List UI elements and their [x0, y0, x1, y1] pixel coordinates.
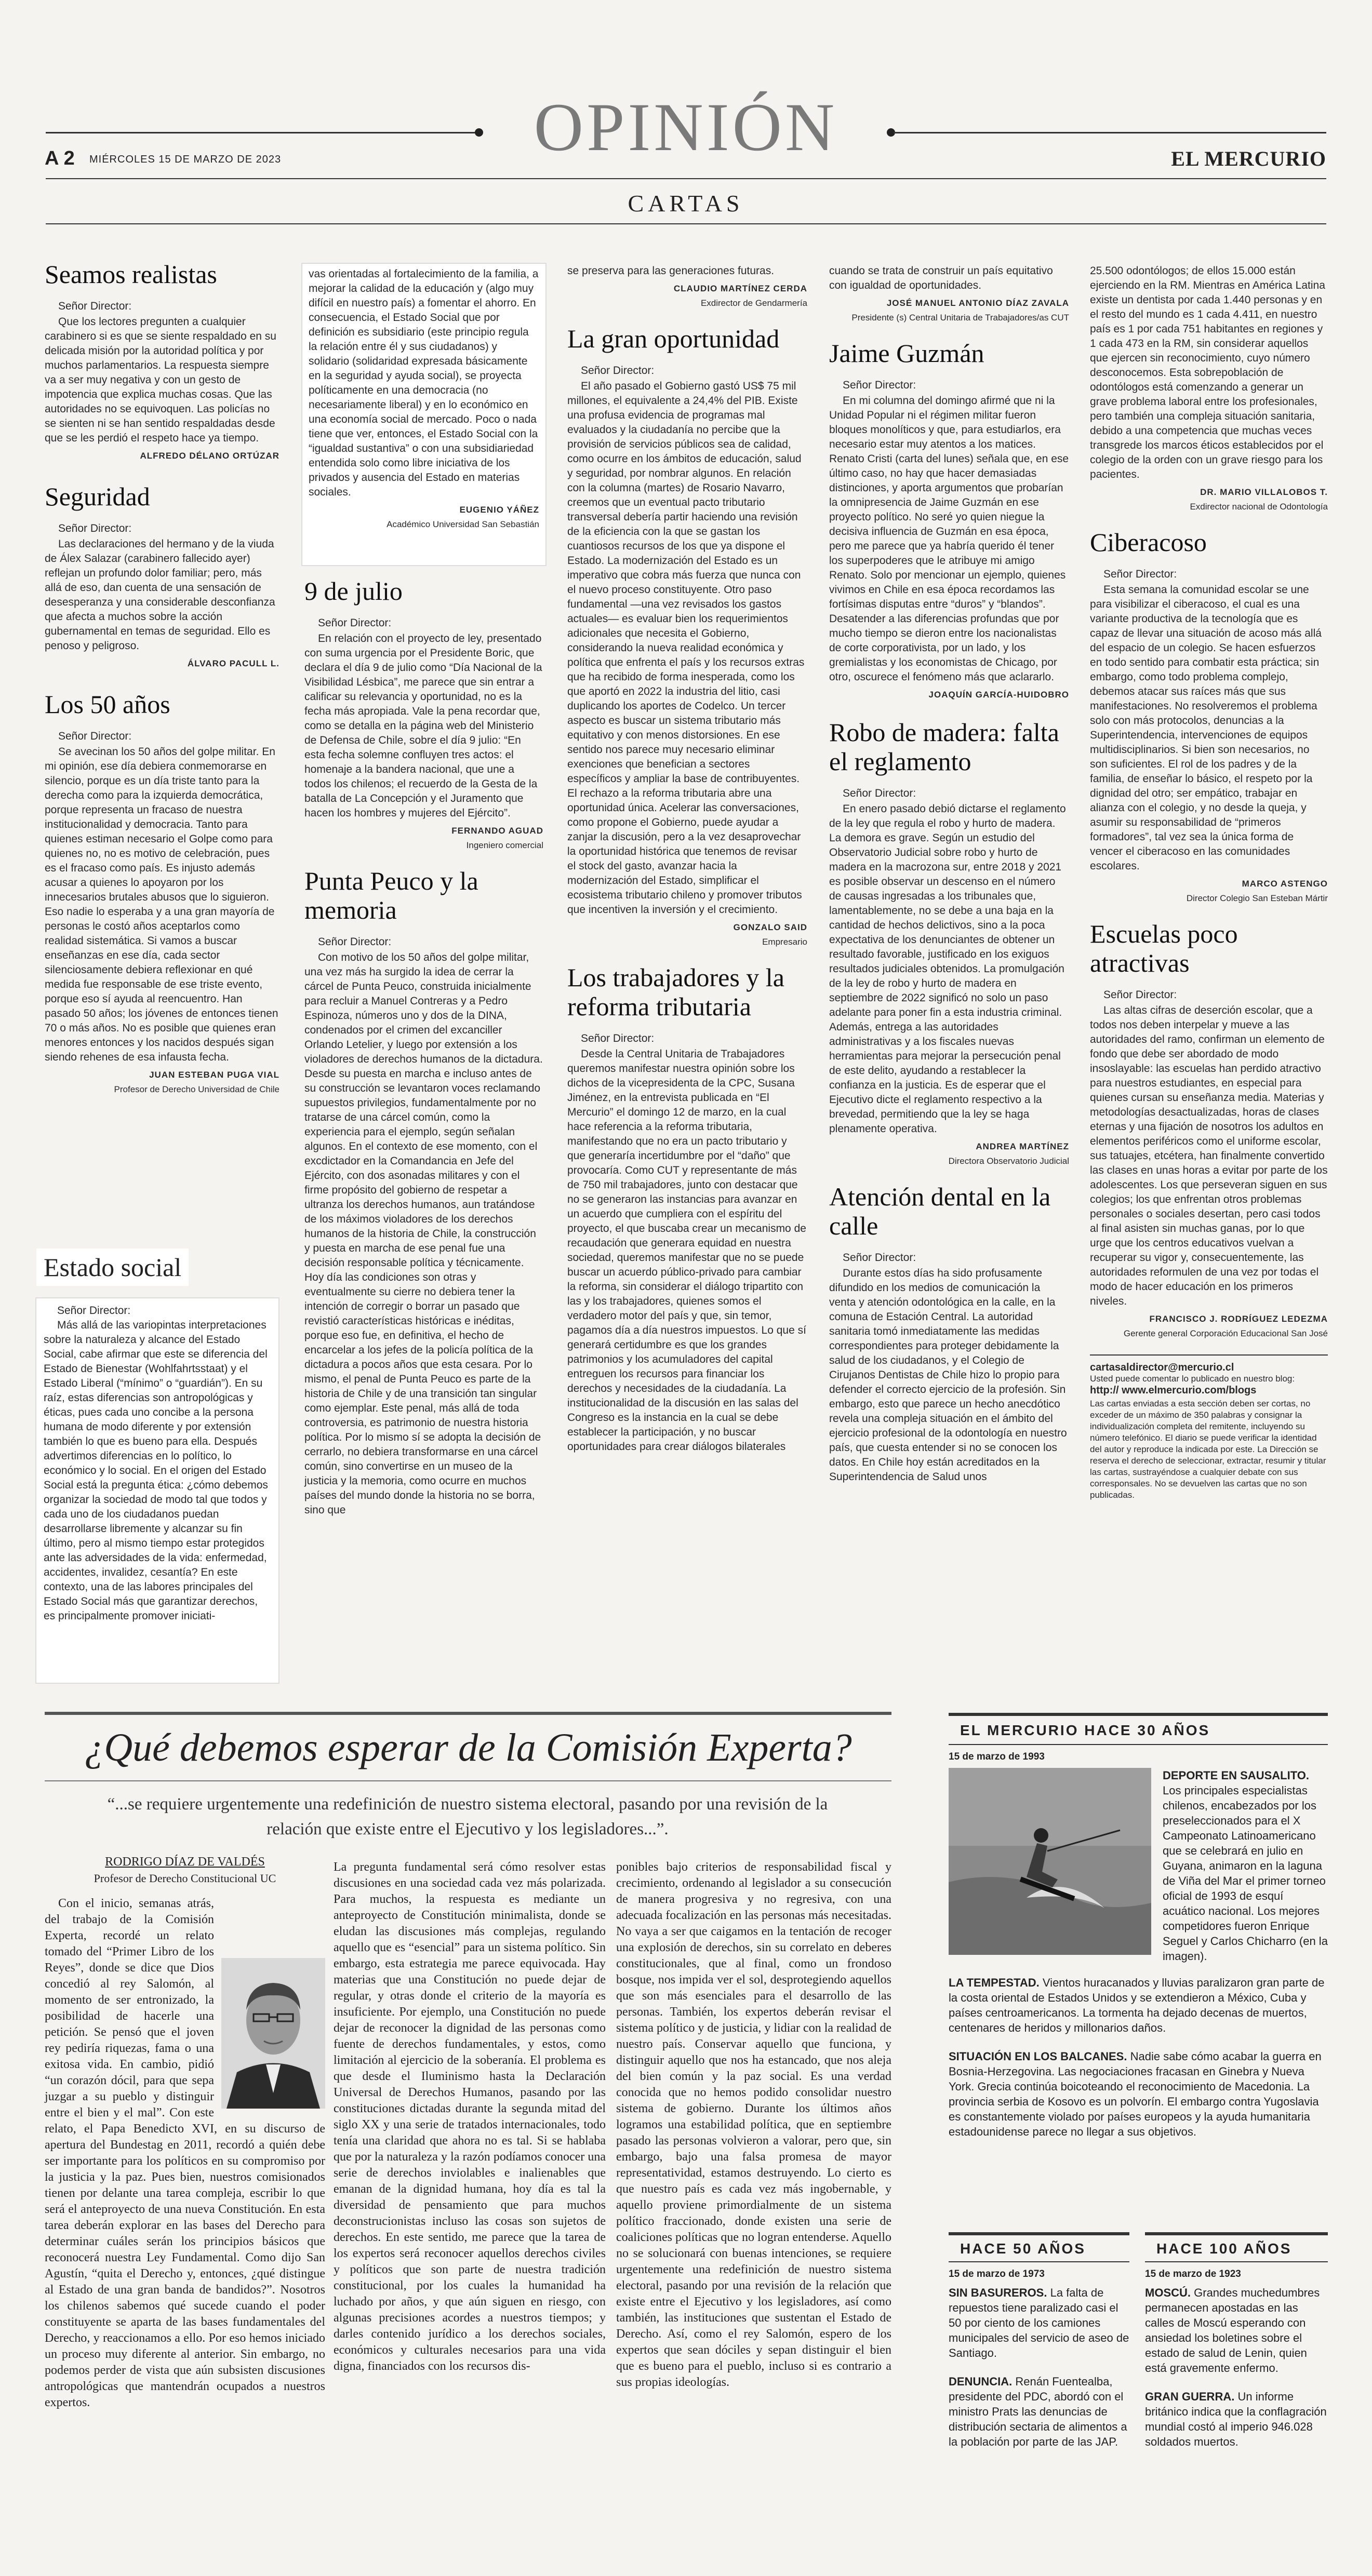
- blog-intro: Usted puede comentar lo publicado en nuestro blog:: [1090, 1374, 1295, 1384]
- letter-seguridad: [45, 482, 279, 671]
- letter-signature: JOSÉ MANUEL ANTONIO DÍAZ ZAVALA: [886, 298, 1069, 308]
- essay-text: La pregunta fundamental será cómo resolver estas discusiones en una sociedad cada vez más polarizada. Para muchos, la respuesta es mediante un anteproyecto de Constitución minimalista, donde se eludan las discusiones más complejas, regulando aquello que es “esencial” para un sistema político. Sin embargo, esta estrategia me parece equivocada. Hay materias que una Constitución no puede dejar de regular, y otras donde el criterio de la mayoría es insuficiente. Por ejemplo, una Constitución no puede dejar de reconocer la dignidad de las personas como fuente de derechos fundamentales, y estos, como limitación al ejercicio de la soberanía. El problema es que desde el Iluminismo hasta la Declaración Universal de Derechos Humanos, pasando por las constituciones dictadas durante la segunda mitad del siglo XX y una serie de tratados internacionales, todo tenía una claridad que ahora no es tal. Si se hablaba que por la naturaleza y la razón podíamos conocer una serie de derechos inviolables e inalienables que emanan de la dignidad humana, hoy día es tal la diversidad de pensamiento que para muchos deconstrucionistas incluso las cosas son sujetos de derechos. En este sentido, me parece que la tarea de los expertos será reconocer aquellos derechos civiles y políticos que son parte de nuestra tradición constitucional, por los cuales la humanidad ha luchado por años, y que aún siguen en riesgo, con algunas precisiones acordes a nuestros tiempos; y darles contenido jurídico a los derechos sociales, económicos y culturales necesarios para una vida digna, financiados con los recursos dis-: [334, 1860, 606, 2373]
- hist30-balcanes: [949, 2049, 1328, 2139]
- column-1: [45, 260, 279, 1094]
- essay-deck: “...se requiere urgentemente una redefinición de nuestro sistema electoral, pasando por una revisión de la relación que existe entre el Ejecutivo y los legisladores...”.: [107, 1795, 828, 1839]
- hist50-text: La falta de repuestos tiene paralizado casi el 50 por ciento de los camiones municipales del servicio de aseo de Santiago.: [949, 2286, 1129, 2359]
- letter-estado-social-continued: [302, 264, 545, 565]
- hist100-header: [1145, 2232, 1328, 2262]
- letter-body: vas orientadas al fortalecimiento de la familia, a mejorar la calidad de la educación y (algo muy difícil en nuestro país) a fomentar el ahorro. En consecuencia, el Estado Social que por definición es subsidiario (este principio regula la relación entre él y sus ciudadanos) y solidario (solidaridad expresada básicamente en la seguridad y ayuda social), se proyecta políticamente en una democracia (no necesariamente liberal) y en lo económico en una economía social de mercado. Poco o nada tiene que ver, entonces, el Estado Social con la “igualdad sustantiva” o con una subsidiariedad entendida solo como libre iniciativa de los privados y ausencia del Estado en materias sociales.: [309, 268, 539, 498]
- hist50-lead: SIN BASUREROS.: [949, 2286, 1047, 2299]
- blog-link[interactable]: http:// www.elmercurio.com/blogs: [1090, 1385, 1257, 1396]
- hist50-item: [949, 2374, 1129, 2449]
- hist100: [1145, 2232, 1328, 2463]
- hist30-tempestad-lead: LA TEMPESTAD.: [949, 1976, 1040, 1989]
- header-dot-left: [475, 128, 483, 137]
- letter-body: Las altas cifras de deserción escolar, que a todos nos deben interpelar y mueve a las autoridades del ramo, confirman un elemento de fondo que debe ser abordado de modo insoslayable: las escuelas han perdido atractivo para nuestros estudiantes, en especial para quienes cursan su enseñanza media. Materias y metodologías desactualizadas, horas de clases eternas y una fijación de nosotros los adultos en elementos periféricos como el uniforme escolar, sus tatuajes, etcétera, han finalmente convertido las clases en unas horas a evitar por parte de los adolescentes. Los que perseveran siguen en sus colegios; los que enfrentan otros problemas personales o sociales desertan, pero casi todos al final asisten sin muchas ganas, por lo que urge que los centros educativos vuelvan a recuperar su vigor y, consecuentemente, las autoridades reformulen de una vez por todas el modo de hacer educación en los primeros niveles.: [1090, 1004, 1328, 1307]
- letter-signature: ALFREDO DÉLANO ORTÚZAR: [140, 451, 279, 461]
- column-3: [567, 264, 807, 1688]
- hist30-date: 15 de marzo de 1993: [949, 1751, 1045, 1762]
- letter-title: La gran oportunidad: [567, 324, 780, 353]
- hist100-lead: GRAN GUERRA.: [1145, 2390, 1235, 2403]
- masthead-brand: EL MERCURIO: [1171, 147, 1326, 170]
- letter-los-50-anos: [45, 690, 279, 1097]
- letters-policy: Las cartas enviadas a esta sección deben ser cortas, no exceder de un máximo de 350 palabras y consignar la individualización completa del remitente, incluyendo su número telefónico. El diario se puede verificar la identidad del autor y reproduce la indicada por este. La Dirección se reserva el derecho de seleccionar, extractar, resumir y titular las cartas, sustrayéndose a cualquier debate con sus corresponsales. No se devuelven las cartas que no son publicadas.: [1090, 1399, 1326, 1500]
- hist100-text: Grandes muchedumbres permanecen apostadas en las calles de Moscú esperando con ansiedad los boletines sobre el estado de salud de Lenin, quien está gravemente enfermo.: [1145, 2286, 1320, 2374]
- essay-text: Con el inicio, semanas atrás, del trabajo de la Comisión Experta, recordé un relato tomado del “Primer Libro de los Reyes”, donde se dice que Dios concedió al rey Salomón, al momento de ser entronizado, la posibilidad de hacerle una petición. Se pensó que el joven rey pediría riquezas, fama o una exitosa vida. En cambio, pidió “un corazón dócil, para que sepa juzgar a su pueblo y distinguir entre el bien y el mal”. Con este relato, el Papa Benedicto XVI, en su discurso de apertura del Bundestag en 2011, recordó a quién debe ser importante para los políticos en su compromiso por la justicia y la paz. Pues bien, nuestros comisionados tienen por delante una tarea compleja, escribir lo que será el anteproyecto de una nueva Constitución. En esta tarea deberán explorar en las bases del Derecho para determinar cuáles serán los principios básicos que reconocerá nuestra Ley Fundamental. Como dijo San Agustín, “quita el Derecho y, entonces, ¿qué distingue al Estado de una gran banda de bandidos?”. Nosotros los chilenos sabemos qué sucede cuando el poder constituyente se aparta de las bases fundamentales del Derecho, y reaccionamos a ello. Por eso hemos iniciado un proceso muy diferente al anterior. Sin embargo, no podemos perder de vista que aún subsisten discusiones antropológicas que mantendrán ocupados a nuestros expertos.: [45, 1897, 325, 2409]
- letter-title: Seamos realistas: [45, 260, 217, 289]
- hist30-balcanes-text: Nadie sabe cómo acabar la guerra en Bosnia-Herzegovina. Las negociaciones fracasan en Ginebra y Nueva York. Grecia continúa boicoteando el reconocimiento de Macedonia. La provincia serbia de Kosovo es un polvorín. El embargo contra Yugoslavia es constantemente violado por países europeos y la ayuda humanitaria estadounidense parece no llegar a sus objetivos.: [949, 2050, 1322, 2138]
- letter-salutation: Señor Director:: [843, 787, 916, 799]
- letter-salutation: Señor Director:: [843, 1252, 916, 1264]
- hist100-text: Un informe británico indica que la conflagración mundial costó al imperio 946.028 soldados muertos.: [1145, 2390, 1327, 2448]
- hist30-balcanes-lead: SITUACIÓN EN LOS BALCANES.: [949, 2050, 1127, 2063]
- header-rule: [46, 178, 1326, 179]
- column-5: [1090, 264, 1328, 1688]
- letter-signature: JOAQUÍN GARCÍA-HUIDOBRO: [928, 690, 1069, 700]
- letter-salutation: Señor Director:: [58, 522, 132, 534]
- letter-body: Con motivo de los 50 años del golpe militar, una vez más ha surgido la idea de cerrar la cárcel de Punta Peuco, construida inicialmente para recluir a Manuel Contreras y a Pedro Espinoza, números uno y dos de la DINA, condenados por el crimen del excanciller Orlando Letelier, y luego por extensión a los violadores de derechos humanos de la dictadura. Desde su puesta en marcha e incluso antes de su construcción se levantaron voces reclamando supuestos privilegios, fundamentalmente por no tratarse de una cárcel común, como la experiencia para el ejemplo, según señalan algunos. En el contexto de ese momento, con el excdictador en la Comandancia en Jefe del Ejército, con dos asonadas militares y con el firme propósito del gobierno de respetar a ultranza los derechos humanos, aun tratándose de los máximos violadores de los derechos humanos de la historia de Chile, la construcción y puesta en marcha de ese penal fue una decisión responsable política y técnicamente. Hoy día las condiciones son otras y eventualmente su cierre no debiera tener la intención de corregir o borrar un pasado que revistió características históricas e inéditas, porque eso fue, en definitiva, el hecho de encarcelar a los jefes de la policía política de la dictadura a pocos años que esta cesara. Por lo mismo, el penal de Punta Peuco es parte de la historia de Chile y de una transición tan singular como ejemplar. Este penal, más allá de toda controversia, es patrimonio de nuestra historia política. Por lo mismo sí se adopta la decisión de cerrarlo, no debiera transformarse en una cárcel común, sino convertirse en un museo de la justicia y la memoria, como ocurre en muchos países del mundo donde la historia no se borra, sino que: [304, 951, 543, 1516]
- letter-9-de-julio: [304, 576, 543, 853]
- hist100-item: [1145, 2285, 1328, 2376]
- letter-salutation: Señor Director:: [58, 300, 132, 312]
- letter-salutation: Señor Director:: [318, 936, 392, 948]
- letter-body: En mi columna del domingo afirmé que ni la Unidad Popular ni el régimen militar fueron bloques monolíticos y que, para estudiarlos, era necesario estar muy atentos a los matices. Renato Cristi (carta del lunes) señala que, en ese último caso, no hay que hacer demasiadas distinciones, y aporta argumentos que probarían la omnipresencia de Jaime Guzmán en ese proyecto político. No seré yo quien niegue la decisiva influencia de Guzmán en esa época, pero me parece que ya habría querido él tener los superpoderes que le atribuye mi amigo Renato. Solo por mencionar un ejemplo, quienes vivimos en Chile en esa época recordamos las fortísimas disputas entre “duros” y “blandos”. Desatender a las diferencias profundas que por mucho tiempo se dieron entre los nacionalistas de corte corporativista, por un lado, y los gremialistas y los economistas de Chicago, por otro, oscurece el fenómeno más que aclararlo.: [829, 395, 1069, 683]
- letter-title: Atención dental en la calle: [829, 1182, 1051, 1240]
- page-number: A 2: [45, 147, 75, 169]
- letter-signature: GONZALO SAID: [733, 922, 807, 932]
- letter-role: Directora Observatorio Judicial: [948, 1156, 1069, 1166]
- estado-social-title-box: [36, 1249, 275, 1291]
- letter-body: cuando se trata de construir un país equitativo con igualdad de oportunidades.: [829, 265, 1053, 291]
- letter-salutation: Señor Director:: [1103, 989, 1177, 1001]
- letter-signature: EUGENIO YÁÑEZ: [459, 505, 539, 515]
- letter-role: Gerente general Corporación Educacional San José: [1123, 1329, 1328, 1338]
- letter-body: se preserva para las generaciones futuras.: [567, 265, 775, 277]
- letter-salutation: Señor Director:: [1103, 568, 1177, 580]
- letter-seamos-realistas: [45, 260, 279, 463]
- letter-salutation: Señor Director:: [58, 730, 132, 742]
- letter-salutation: Señor Director:: [318, 617, 392, 629]
- letter-role: Presidente (s) Central Unitaria de Trabajadores/as CUT: [851, 313, 1069, 323]
- letter-title: Punta Peuco y la memoria: [304, 866, 478, 924]
- letter-salutation: Señor Director:: [843, 379, 916, 391]
- hist30-deporte-lead: DEPORTE EN SAUSALITO.: [1163, 1769, 1309, 1782]
- letter-role: Académico Universidad San Sebastián: [387, 519, 539, 529]
- letter-role: Ingeniero comercial: [466, 840, 543, 850]
- header-rule-left: [46, 132, 478, 133]
- letter-title: 9 de julio: [304, 576, 403, 606]
- letter-signature: FERNANDO AGUAD: [451, 826, 543, 836]
- letter-atencion-dental: [829, 1182, 1069, 1484]
- letter-body: Las declaraciones del hermano y de la viuda de Álex Salazar (carabinero fallecido ayer) reflejan un profundo dolor familiar; pero, más allá de eso, dan cuenta de una sensación de desesperanza y una considerable desconfianza que afecta a muchos sobre la acción gubernamental en temas de seguridad. Ello es penoso y peligroso.: [45, 538, 275, 652]
- letter-robo-de-madera: [829, 718, 1069, 1169]
- essay-top-rule: [45, 1712, 891, 1715]
- essay-headline-rule: [45, 1780, 891, 1781]
- letter-title: Jaime Guzmán: [829, 339, 984, 368]
- history-sidebar: [949, 1713, 1328, 2554]
- letter-body: En enero pasado debió dictarse el reglamento de la ley que regula el robo y hurto de madera. La demora es grave. Según un estudio del Observatorio Judicial sobre robo y hurto de madera en la macrozona sur, entre 2018 y 2021 es posible observar un descenso en el número de causas ingresadas a los tribunales que, lamentablemente, no se debe a una baja en la cantidad de hechos delictivos, sino a la poca expectativa de los denunciantes de obtener un resultado favorable, justificado en los exiguos resultados judiciales obtenidos. La promulgación de la ley de robo y hurto de madera en septiembre de 2022 significó no solo un paso adelante para poner fin a esta industria criminal. Además, entrega a las autoridades administrativas y a los fiscales nuevas herramientas para mejorar la persecución penal de este delito, ayudando a restablecer la confianza en la justicia. Es de esperar que el Ejecutivo dicte el reglamento respectivo a la brevedad, permitiendo que la ley se haga plenamente operativa.: [829, 803, 1066, 1135]
- letter-title: Los trabajadores y la reforma tributaria: [567, 963, 784, 1021]
- letter-title: Robo de madera: falta el reglamento: [829, 718, 1059, 776]
- letter-signature: JUAN ESTEBAN PUGA VIAL: [149, 1070, 279, 1080]
- letter-salutation: Señor Director:: [57, 1305, 131, 1317]
- letter-body: Desde la Central Unitaria de Trabajadores queremos manifestar nuestra opinión sobre los dichos de la vicepresidenta de la CPC, Susana Jiménez, en la entrevista publicada en “El Mercurio” el domingo 12 de marzo, en la cual hace referencia a la reforma tributaria, manifestando que no era un pacto tributario y que generaría incertidumbre por el “daño” que provocaría. Como CUT y representante de más de 750 mil trabajadores, junto con destacar que no se generaron las instancias para avanzar en un acuerdo que cumpliera con el espíritu del proyecto, el que buscaba crear un mecanismo de recaudación que generara equidad en nuestra sociedad, queremos manifestar que no se puede buscar un acuerdo público-privado para cambiar la reforma, sin considerar el diálogo tripartito con las y los trabajadores, quienes somos el verdadero motor del país y que, sin temor, pagamos día a día nuestros impuestos. Lo que sí generará certidumbre es que los grandes patrimonios y los acumuladores del capital entreguen los recursos para financiar los derechos y necesidades de la ciudadanía. La institucionalidad de la discusión en las salas del Congreso es la instancia en la cual se debe establecer la participación, y no buscar oportunidades para crear diálogos bilaterales: [567, 1048, 806, 1453]
- letter-escuelas-poco-atractivas: [1090, 919, 1328, 1341]
- essay-author-role: Profesor de Derecho Constitucional UC: [94, 1872, 276, 1885]
- letter-signature: FRANCISCO J. RODRÍGUEZ LEDEZMA: [1149, 1314, 1328, 1324]
- letter-body: Esta semana la comunidad escolar se une para visibilizar el ciberacoso, el cual es una variante productiva de la tecnología que es capaz de llevar una situación de acoso más allá del espacio de un colegio. Se hacen esfuerzos en todo sentido para combatir esta práctica; sin embargo, como todo problema complejo, debemos atacar sus raíces más que sus manifestaciones. No resolveremos el problema solo con más protocolos, denuncias a la Superintendencia, intervenciones de equipos multidisciplinarios. Si bien son necesarios, no son suficientes. El rol de los padres y de la familia, de enseñar lo básico, el respeto por la dignidad del otro; ser empático, trabajar en alianza con el colegio, y no desde la queja, y asumir su responsabilidad de “primeros formadores”, tal vez sea la única forma de vencer el ciberacoso en las comunidades escolares.: [1090, 584, 1322, 872]
- letter-trabajadores-reforma: [567, 963, 807, 1454]
- letter-title: Escuelas poco atractivas: [1090, 919, 1238, 977]
- hist50-text: Renán Fuentealba, presidente del PDC, abordó con el ministro Prats las denuncias de distribución sectaria de alimentos a la población por parte de las JAP.: [949, 2375, 1127, 2448]
- subsection-title: CARTAS: [628, 190, 744, 217]
- author-photo: [221, 1958, 325, 2109]
- waterski-photo: [949, 1768, 1151, 1955]
- hist50-date: 15 de marzo de 1973: [949, 2269, 1045, 2279]
- contact-email[interactable]: cartasaldirector@mercurio.cl: [1090, 1362, 1234, 1373]
- hist50-item: [949, 2285, 1129, 2360]
- letter-role: Director Colegio San Esteban Mártir: [1186, 893, 1328, 903]
- letter-body: Más allá de las variopintas interpretaciones sobre la naturaleza y alcance del Estado Social, cabe afirmar que este se diferencia del Estado de Bienestar (Wohlfahrtsstaat) y el Estado Liberal (“mínimo” o “guardián”). En su raíz, estas diferencias son antropológicas y éticas, pues cada uno concibe a la persona humana de modo diferente y por extensión también lo que es bueno para ella. Después advertimos diferencias en lo político, lo económico y lo social. En el origen del Estado Social está la pregunta ética: ¿cómo debemos organizar la sociedad de modo tal que todos y cada uno de los ciudadanos puedan desarrollarse libremente y alcanzar su fin último, pero al mismo tiempo estar protegidos ante las adversidades de la vida: enfermedad, accidentes, invalidez, cesantía? En este contexto, una de las labores principales del Estado Social más que garantizar derechos, es principalmente promover iniciati-: [44, 1319, 268, 1622]
- letter-body: Durante estos días ha sido profusamente difundido en los medios de comunicación la venta y atención odontológica en la calle, en la comuna de Estación Central. La autoridad sanitaria tomó inmediatamente las medidas correspondientes para proteger debidamente la salud de los ciudadanos, y el Colegio de Cirujanos Dentistas de Chile hizo lo propio para defender el correcto ejercicio de la profesión. Sin embargo, esto que parece un hecho anecdótico revela una compleja situación en el ámbito del ejercicio profesional de la odontología en nuestro país, que cuesta entender si no se conocen los datos. En Chile hoy están acreditados en la Superintendencia de Salud unos: [829, 1267, 1067, 1483]
- hist50-header: [949, 2232, 1129, 2262]
- essay-column-3: [616, 1859, 891, 2551]
- letter-body: Que los lectores pregunten a cualquier carabinero si es que se siente respaldado en su delicada misión por la autoridad política y por muchos parlamentarios. La respuesta siempre va a ser muy negativa y con un gesto de impotencia que explica muchas cosas. Que las autoridades no se equivoquen. Las policías no se sienten ni se han sentido respaldadas desde que se les perdió el respeto hace ya tiempo.: [45, 316, 276, 444]
- letter-body: El año pasado el Gobierno gastó US$ 75 mil millones, el equivalente a 24,4% del PIB. Existe una profusa evidencia de programas mal evaluados y la ciudadanía no percibe que la provisión de servicios públicos sea de calidad, como ocurre en los ámbitos de educación, salud y seguridad, por nombrar algunos. En relación con la columna (martes) de Rosario Navarro, creemos que un eventual pacto tributario transversal debería partir haciendo una revisión de la eficiencia con la que se gastan los cuantiosos recursos de los que ya dispone el Estado. La modernización del Estado es un imperativo que cobra más fuerza que nunca con el nuevo proceso constituyente. Otro paso fundamental —una vez revisados los gastos actuales— es evaluar bien los requerimientos adicionales que necesita el Gobierno, considerando la nueva realidad económica y política que enfrenta el país y los recursos extras que ha recibido de forma inesperada, como los que aportó en 2022 la industria del litio, casi duplicando los aportes de Codelco. Un tercer aspecto es buscar un sistema tributario más equitativo y con menos distorsiones. En ese sentido nos parece muy necesario eliminar exenciones que benefician a sectores específicos y ampliar la base de contribuyentes. El rechazo a la reforma tributaria abre una oportunidad única. Acelerar las conversaciones, como propone el Gobierno, puede ayudar a zanjar la discusión, pero a la vez desaprovechar la oportunidad histórica que tenemos de revisar el stock del gasto, avanzar hacia la modernización del Estado, simplificar el ecosistema tributario chileno y promover tributos que incentiven la inversión y el crecimiento.: [567, 380, 805, 916]
- letter-jaime-guzman: [829, 339, 1069, 702]
- hist100-date: 15 de marzo de 1923: [1145, 2269, 1241, 2279]
- letter-signature: MARCO ASTENGO: [1242, 879, 1328, 889]
- letter-signature: ANDREA MARTÍNEZ: [976, 1142, 1069, 1151]
- section-title: OPINIÓN: [534, 89, 838, 165]
- essay-column-1: [45, 1896, 325, 2551]
- letter-body: Se avecinan los 50 años del golpe militar. En mi opinión, ese día debiera conmemorarse en silencio, porque es un día triste tanto para la derecha como para la izquierda democrática, porque representa un fracaso de nuestra institucionalidad y democracia. Tanto para quienes estiman necesario el Golpe como para quienes no, no es motivo de celebración, pues es el fracaso como país. Es injusto además acusar a quienes lo apoyaron por los innecesarios brutales abusos que lo siguieron. Eso nadie lo esperaba y a una gran mayoría de personas le costó años aceptarlos como realidad sistemática. Si vamos a buscar enseñanzas en ese día, cada sector silenciosamente debiera reflexionar en qué medida fue responsable de ese triste evento, porque eso sí ayuda al reencuentro. Han pasado 50 años; los jóvenes de entonces tienen 70 o más años. No es posible que quienes eran menores entonces y los nacidos después sigan siendo rehenes de esa infausta fecha.: [45, 746, 278, 1063]
- letter-signature: DR. MARIO VILLALOBOS T.: [1200, 487, 1328, 497]
- letter-estado-social: [36, 1298, 278, 1683]
- letter-role: Exdirector de Gendarmería: [700, 298, 807, 308]
- essay-column-2: [334, 1859, 606, 2551]
- essay-text: ponibles bajo criterios de responsabilidad fiscal y crecimiento, ordenando al legislador a su consecución de manera progresiva y no regresiva, con una adecuada focalización en las personas más necesitadas. No vaya a ser que caigamos en la tentación de recoger una explosión de derechos, sin su correlato en deberes constitucionales, que al final, como un frondoso bosque, nos impida ver el sol, desprotegiendo aquellos que son más esenciales para el desarrollo de las personas. También, los expertos deberán revisar el sistema político y de justicia, y lidiar con la realidad de nuestro país. Conservar aquello que funciona, y distinguir aquello que nos ha estancado, que nos aleja del bien común y la paz social. Es una verdad conocida que no hemos podido consolidar nuestro sistema de gobierno. Durante los últimos años logramos una estabilidad política, que en septiembre pasado las personas volvieron a valorar, pero que, sin embargo, bajo una falsa promesa de mayor representatividad, estamos destruyendo. Lo cierto es que nuestro país es cada vez más ingobernable, y aquello proviene primordialmente de un sistema político fraccionado, donde existen una serie de coaliciones políticas que no logran entenderse. Aquello no se solucionará con buenas intenciones, se requiere urgentemente una redefinición de nuestro sistema electoral, pasando por una revisión de la relación que existe entre el Ejecutivo y los legisladores, así como también, las instituciones que sustentan el Estado de Derecho. Así, como el rey Salomón, espero de los expertos que sean dóciles y sepan distinguir el bien que es bueno para el pueblo, incluso si es contrario a sus propias ideologías.: [616, 1860, 891, 2389]
- column-4: [829, 264, 1069, 1688]
- column-2: [304, 576, 543, 1688]
- letter-role: Exdirector nacional de Odontología: [1190, 502, 1328, 512]
- hist50: [949, 2232, 1129, 2463]
- letter-body: En relación con el proyecto de ley, presentado con suma urgencia por el Presidente Boric, que declara el día 9 de julio como “Día Nacional de la Visibilidad Lésbica”, me parece que sin entrar a calificar su relevancia y oportunidad, no es la fecha más apropiada. Vale la pena recordar que, como se detalla en la página web del Ministerio de Defensa de Chile, sobre el día 9 julio: “En esta fecha solemne confluyen tres actos: el homenaje a la bandera nacional, que une a todos los chilenos; el recuerdo de la Gesta de la batalla de La Concepción y el Juramento que hacen los hombres y mujeres del Ejército”.: [304, 633, 542, 819]
- letter-signature: CLAUDIO MARTÍNEZ CERDA: [673, 284, 807, 293]
- contact-box: [1090, 1354, 1328, 1501]
- hist30-tempestad: [949, 1975, 1328, 2035]
- letter-body: 25.500 odontólogos; de ellos 15.000 están ejerciendo en la RM. Mientras en América Latina existe un dentista por cada 1.440 personas y en el resto del mundo es 1 cada 4.411, en nuestro país es 1 por cada 751 habitantes en regiones y 1 cada 473 en la RM, sin considerar aquellos que ejercen sin reconocimiento, cuyo número desconocemos. Esta sobrepoblación de odontólogos está comenzando a generar un grave problema laboral entre los profesionales, pero también una compleja situación sanitaria, debido a una competencia que muchas veces transgrede los marcos éticos establecidos por el colegio de la orden con un grave riesgo para los pacientes.: [1090, 265, 1325, 480]
- hist30-header: [949, 1713, 1328, 1745]
- hist50-lead: DENUNCIA.: [949, 2375, 1013, 2388]
- letter-role: Empresario: [762, 937, 807, 947]
- hist100-item: [1145, 2389, 1328, 2449]
- letter-title: Estado social: [36, 1249, 189, 1286]
- letter-role: Profesor de Derecho Universidad de Chile: [114, 1084, 279, 1094]
- letter-title: Ciberacoso: [1090, 528, 1207, 557]
- hist30-title: EL MERCURIO HACE 30 AÑOS: [960, 1722, 1210, 1738]
- letter-punta-peuco: [304, 866, 543, 1518]
- letter-signature: ÁLVARO PACULL L.: [187, 659, 279, 668]
- hist30-deporte-text: Los principales especialistas chilenos, encabezados por los preseleccionados para el X Campeonato Latinoamericano que se celebrará en julio en Guyana, animaron en la laguna de Viña del Mar el primer torneo oficial de 1993 de esquí acuático nacional. Los mejores competidores fueron Enrique Seguel y Carlos Chicharro (en la imagen).: [1163, 1784, 1328, 1963]
- hist100-title: HACE 100 AÑOS: [1156, 2240, 1292, 2257]
- letter-ciberacoso: [1090, 528, 1328, 906]
- letter-salutation: Señor Director:: [581, 1032, 655, 1044]
- letter-salutation: Señor Director:: [581, 365, 655, 377]
- issue-date: MIÉRCOLES 15 DE MARZO DE 2023: [89, 154, 282, 165]
- hist100-lead: MOSCÚ.: [1145, 2286, 1191, 2299]
- essay-headline: ¿Qué debemos esperar de la Comisión Experta?: [84, 1726, 852, 1769]
- essay-author: RODRIGO DÍAZ DE VALDÉS: [105, 1855, 265, 1869]
- header-rule-right: [894, 132, 1326, 133]
- subsection-rule: [46, 223, 1326, 224]
- letter-la-gran-oportunidad: [567, 324, 807, 949]
- hist50-title: HACE 50 AÑOS: [960, 2240, 1086, 2257]
- hist30-tempestad-text: Vientos huracanados y lluvias paralizaron gran parte de la costa oriental de Estados Unidos y se extendieron a México, Cuba y países centroamericanos. La tormenta ha dejado decenas de muertos, centenares de heridos y millonarios daños.: [949, 1976, 1325, 2034]
- letter-title: Los 50 años: [45, 690, 170, 719]
- letter-title: Seguridad: [45, 482, 150, 511]
